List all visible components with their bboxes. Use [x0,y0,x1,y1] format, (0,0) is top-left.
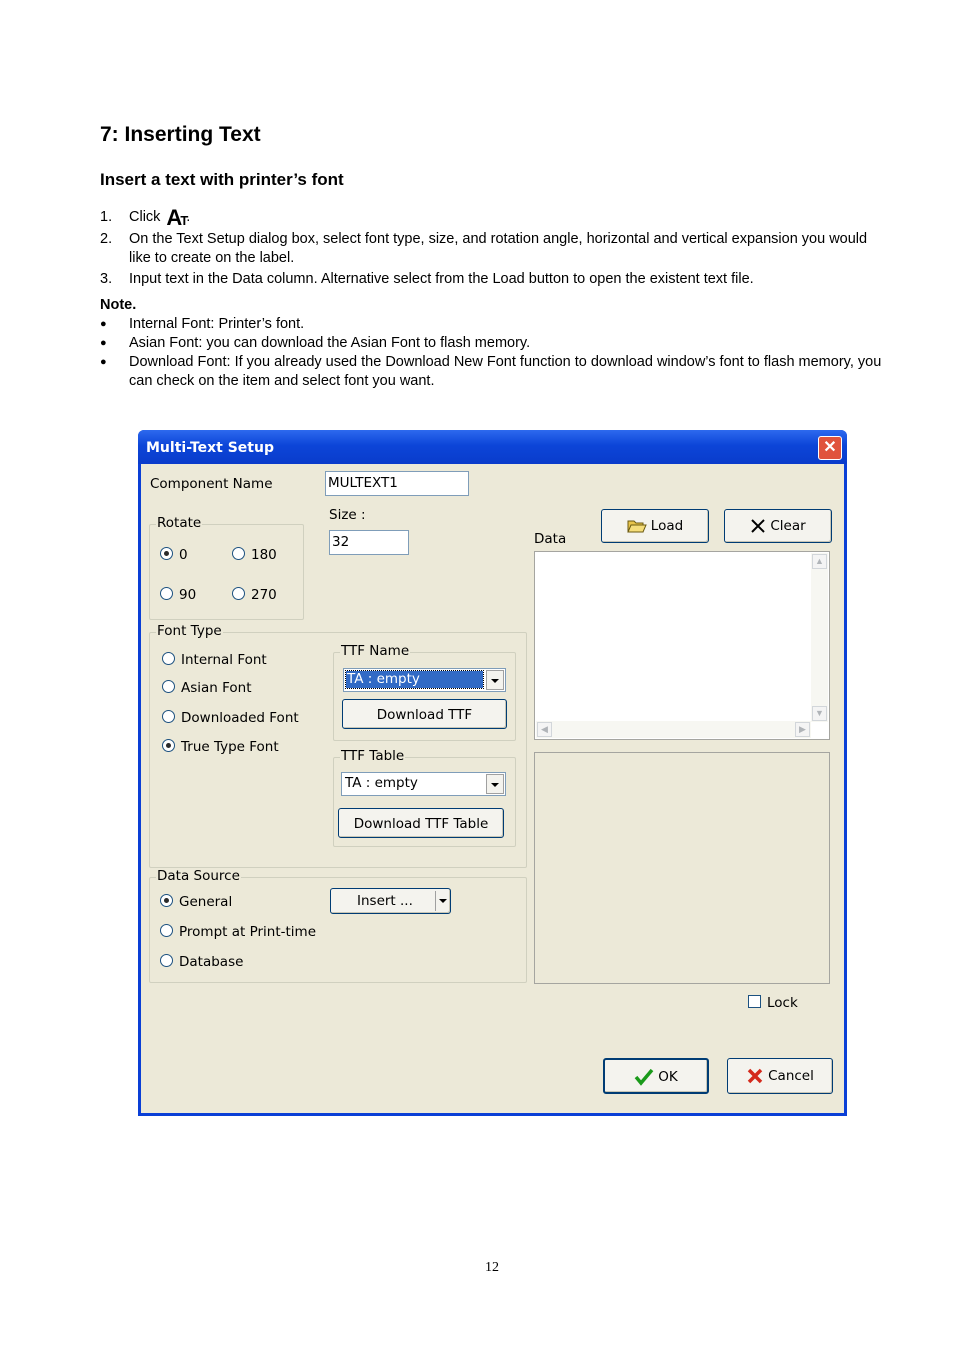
checkbox-icon [748,995,761,1008]
dialog-title: Multi-Text Setup [146,440,274,456]
radio-selected-icon [160,894,173,907]
true-type-font-radio[interactable]: True Type Font [162,739,279,755]
load-button[interactable]: Load [601,509,709,543]
general-radio[interactable]: General [160,894,232,910]
download-ttf-button[interactable]: Download TTF [342,699,507,729]
cancel-button[interactable]: Cancel [727,1058,833,1094]
rotate-90-radio[interactable]: 90 [160,587,196,603]
note-title: Note. [100,297,137,313]
font-type-group [149,623,527,868]
radio-icon [232,587,245,600]
chevron-down-icon[interactable] [486,774,504,794]
ttf-name-group [333,643,516,741]
step-3: 3. Input text in the Data column. Alternative select from the Load button to open the existent text file. [100,271,754,287]
data-label: Data [534,531,567,547]
font-type-group-label: Font Type [157,623,222,639]
internal-font-radio[interactable]: Internal Font [162,652,267,668]
radio-icon [162,680,175,693]
ttf-table-label: TTF Table [341,748,405,764]
red-x-icon [746,1067,764,1085]
radio-icon [162,710,175,723]
radio-icon [160,954,173,967]
dialog-client-area [141,464,844,1113]
open-folder-icon [627,518,647,534]
note-item: ● Internal Font: Printer’s font. [100,316,305,332]
downloaded-font-radio[interactable]: Downloaded Font [162,710,299,726]
data-source-group-label: Data Source [157,868,240,884]
prompt-at-print-time-radio[interactable]: Prompt at Print-time [160,924,316,940]
radio-selected-icon [160,547,173,560]
preview-panel [534,752,830,984]
data-textarea[interactable] [534,551,830,740]
insert-text-tool-icon: AT [166,205,187,230]
scroll-right-icon[interactable]: ▶ [795,722,810,737]
page-number: 12 [485,1260,499,1275]
checkmark-icon [634,1068,654,1086]
data-source-group [149,868,527,983]
radio-icon [160,924,173,937]
scroll-down-icon[interactable]: ▼ [812,706,827,721]
steps-list [100,205,890,289]
vertical-scrollbar[interactable] [811,553,828,722]
ttf-name-label: TTF Name [341,643,410,659]
component-name-label: Component Name [150,476,273,492]
rotate-group [149,515,304,620]
horizontal-scrollbar[interactable] [536,721,811,738]
notes-list [100,315,890,391]
radio-selected-icon [162,739,175,752]
close-icon[interactable]: ✕ [818,436,842,460]
bullet-icon: ● [100,318,107,330]
clear-button[interactable]: Clear [724,509,832,543]
chevron-down-icon[interactable] [486,670,504,690]
radio-icon [160,587,173,600]
radio-icon [162,652,175,665]
bullet-icon: ● [100,337,107,349]
step-1: 1. Click AT. [100,205,191,230]
ttf-table-group [333,748,516,847]
ok-button[interactable]: OK [603,1058,709,1094]
ttf-table-select[interactable]: TA : empty [341,772,506,796]
subsection-heading: Insert a text with printer’s font [100,170,344,189]
multi-text-setup-dialog [138,430,847,1116]
note-item: ● Download Font: If you already used the Download New Font function to download window’s font to flash memory, you can check on the item and select font you want. [100,354,882,389]
rotate-group-label: Rotate [157,515,202,531]
size-input[interactable]: 32 [329,530,409,555]
step-2: 2. On the Text Setup dialog box, select font type, size, and rotation angle, horizontal and vertical expansion you would like to create on the label. [100,231,868,266]
x-icon [750,518,766,534]
scroll-left-icon[interactable]: ◀ [537,722,552,737]
lock-checkbox[interactable]: Lock [748,995,798,1011]
note-item: ● Asian Font: you can download the Asian Font to flash memory. [100,335,531,351]
rotate-0-radio[interactable]: 0 [160,547,188,563]
rotate-180-radio[interactable]: 180 [232,547,277,563]
insert-dropdown-button[interactable]: Insert ... [330,888,451,914]
scroll-up-icon[interactable]: ▲ [812,554,827,569]
download-ttf-table-button[interactable]: Download TTF Table [338,808,504,838]
ttf-name-select[interactable]: TA : empty [343,668,506,692]
database-radio[interactable]: Database [160,954,243,970]
chevron-down-icon[interactable] [435,891,450,911]
bullet-icon: ● [100,356,107,368]
section-heading: 7: Inserting Text [100,123,261,146]
dialog-titlebar[interactable] [138,430,847,464]
asian-font-radio[interactable]: Asian Font [162,680,252,696]
radio-icon [232,547,245,560]
component-name-input[interactable]: MULTEXT1 [325,471,469,496]
rotate-270-radio[interactable]: 270 [232,587,277,603]
size-label: Size : [329,507,366,523]
